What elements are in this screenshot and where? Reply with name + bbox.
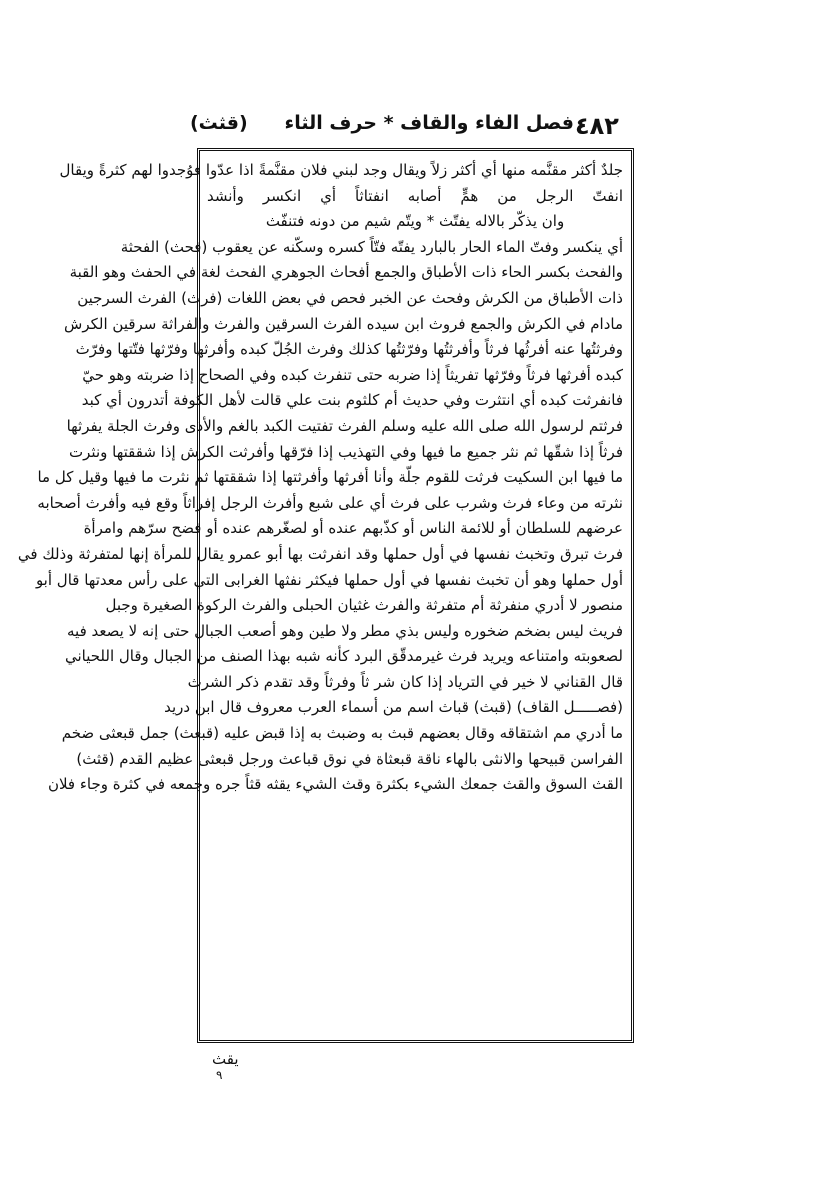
text-line: الفراسن قبيحها والانثى بالهاء ناقة قبعثاة في نوق قباعث ورجل قبعثى عظيم القدم (قثث)	[76, 749, 623, 768]
text-line: وفرثتُها عنه أفرثُها فرثاً وأفرثتُها وفرّثتُها كذلك وفرث الجُلّ كبده وأفرثها وفرّثها فتّتها وفرّث	[75, 340, 623, 359]
text-line: جلدٌ أكثر مقنَّمه منها أي أكثر زلاً ويقال وجد لبني فلان مقنَّمةً اذا عدّوا فوُجدوا لهم كثرةً ويقال	[59, 161, 623, 179]
head-word: (قثث)	[190, 112, 248, 134]
text-line: فرثاً إذا شقّها ثم نثر جميع ما فيها وفي التهذيب إذا فرّقها وأفرثت الكرش إذا شققتها ونثرت	[69, 442, 623, 461]
text-line: فانفرثت كبده أي انتثرت وفي حديث أم كلثوم بنت علي قالت لأهل الكوفة أتدرون أي كبد	[81, 391, 623, 410]
text-line: لصعوبته وامتناعه ويريد فرث غيرمدقّق البرد كأنه شبه بهذا الصنف من الجبال وقال اللحياني	[64, 647, 623, 666]
body-text	[17, 158, 623, 1038]
text-line: ما أدري مم اشتقاقه وقال بعضهم قبث به وضبث به إذا قبض عليه (قبعث) جمل قبعثى ضخم	[61, 724, 623, 743]
text-line: أي ينكسر وفتّ الماء الحار بالبارد يفتّه فتّاً كسره وسكّنه عن يعقوب (فحث) الفحثة	[120, 237, 623, 256]
text-line: منصور لا أدري منفرثة أم متفرثة والفرث غثيان الحبلى والفرث الركوة الصغيرة وجبل	[105, 596, 623, 615]
text-line: ذات الأطباق من الكرش وفحث عن الخبر فحص في بعض اللغات (فرث) الفرث السرجين	[77, 288, 623, 307]
text-line: فرثتم لرسول الله صلى الله عليه وسلم الفرث تفتيت الكبد بالغم والأذى وفرث الجلة يفرثها	[66, 416, 623, 435]
signature-mark: ٩	[216, 1068, 223, 1082]
text-line: والفحث بكسر الحاء ذات الأطباق والجمع أفحاث الجوهري الفحث لغة في الحفث وهو القبة	[69, 263, 623, 282]
text-line: أول حملها وهو أن تخبث نفسها في أول حملها فيكثر نفثها الغرابى التي على رأس معدتها قال أبو	[35, 570, 623, 589]
text-line: قال القناني لا خير في الترياد إذا كان شر ثاً وفرثاً وقد تقدم ذكر الشرث	[187, 672, 623, 691]
text-line: (فصـــــل القاف) (قبث) قباث اسم من أسماء العرب معروف قال ابن دريد	[164, 698, 623, 717]
catchword: يقث	[212, 1050, 239, 1068]
text-line: ما فيها ابن السكيت فرثت للقوم جلّة وأنا أفرثها وأفرثتها إذا شققتها ثم نثرت ما فيها وقيل كل ما	[37, 468, 623, 487]
text-line: انفتّ الرجل من همٍّ أصابه انفتاثاً أي انكسر وأنشد	[207, 186, 623, 205]
text-line: فريث ليس بضخم ضخوره وليس بذي مطر ولا طين وهو أصعب الجبال حتى إنه لا يصعد فيه	[67, 621, 623, 640]
running-head: فصل الفاء والقاف * حرف الثاء	[284, 112, 574, 134]
text-line: نثرته من وعاء فرث وشرب على فرث أي على شبع وأفرث الرجل إفراثاً وقع فيه وأفرث أصحابه	[37, 493, 623, 512]
text-line: كبده أفرثها فرثاً وفرّثها تفريثاً إذا ضربه حتى تنفرث كبده وفي الصحاح إذا ضربته وهو حيّ	[82, 365, 623, 384]
text-line: مادام في الكرش والجمع فروث ابن سيده الفرث السرقين والفرث والفراثة سرقين الكرش	[64, 314, 623, 333]
text-line: عرضهم للسلطان أو للائمة الناس أو كذّبهم عنده أو لصغّرهم عنده أو فضح سرّهم وامرأة	[83, 519, 623, 538]
text-line: فرث تبرق وتخبث نفسها في أول حملها وقد انفرثت بها أبو عمرو يقال للمرأة إنها لمتفرثة وذلك في	[17, 544, 623, 563]
text-line: القث السوق والقث جمعك الشيء بكثرة وقث الشيء يقثه قثاً جره وجمعه في كثرة وجاء فلان	[47, 775, 623, 794]
verse-line: وان يذكّر بالاله يفتّث * ويتّم شيم من دونه فتنفّث	[265, 212, 565, 231]
page-number: ٤٨٢	[575, 112, 619, 140]
